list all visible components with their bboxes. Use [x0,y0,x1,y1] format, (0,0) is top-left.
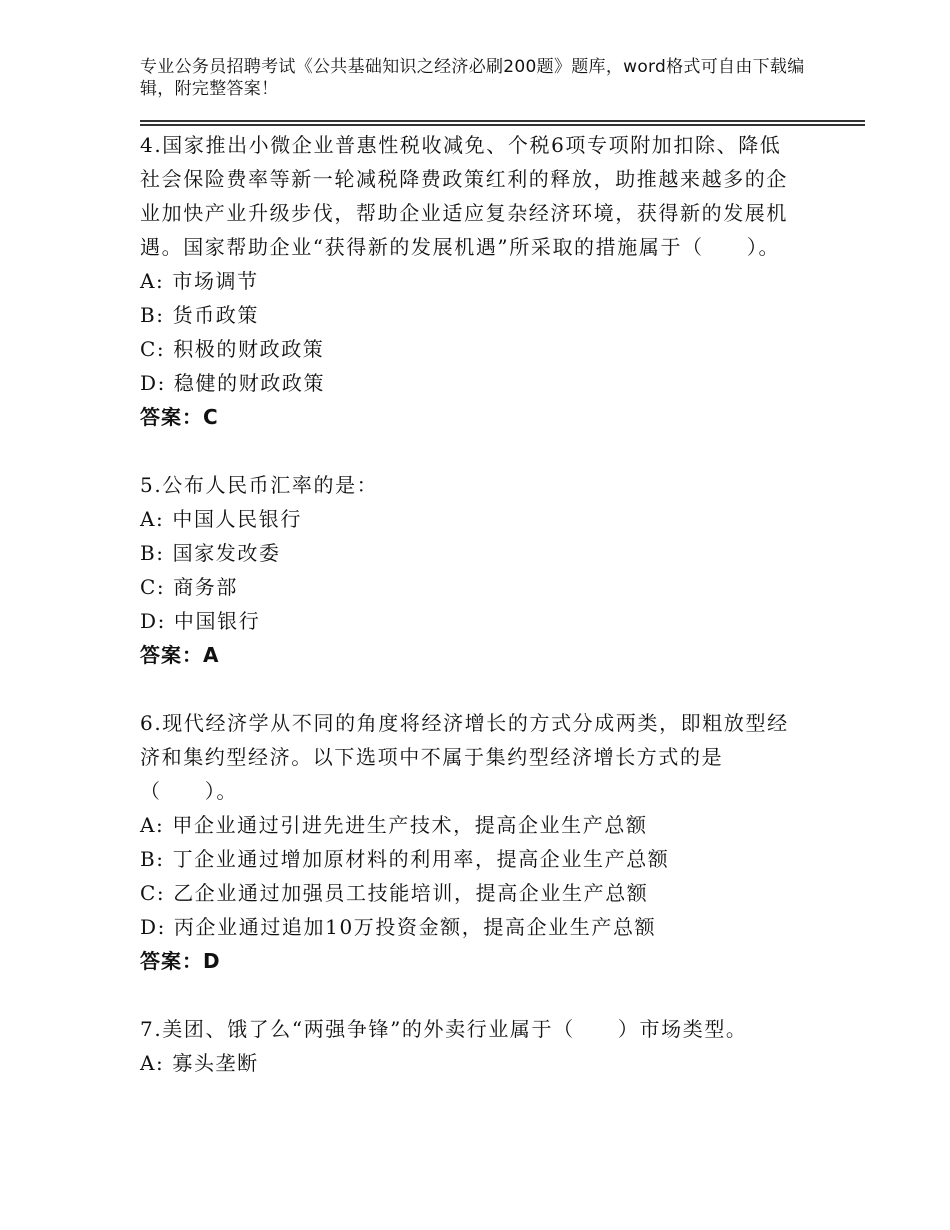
answer-line: 答案：A [140,643,220,667]
option-a: A: 中国人民银行 [140,507,302,531]
option-a: A: 市场调节 [140,269,259,293]
option-c: C: 积极的财政政策 [140,337,325,361]
question-text: 6.现代经济学从不同的角度将经济增长的方式分成两类，即粗放型经济和集约型经济。以下选项中不属于集约型经济增长方式的是（ ）。 [140,711,789,803]
option-d: D: 稳健的财政政策 [140,371,326,395]
option-b: B: 货币政策 [140,303,259,327]
option-b: B: 国家发改委 [140,541,281,565]
question-text: 4.国家推出小微企业普惠性税收减免、个税6项专项附加扣除、降低社会保险费率等新一轮减税降费政策红利的释放，助推越来越多的企业加快产业升级步伐，帮助企业适应复杂经济环境，获得新的发展机遇。国家帮助企业“获得新的发展机遇”所采取的措施属于（ ）。 [140,133,788,259]
question-6 [140,706,800,978]
question-7 [140,1012,800,1080]
page-header: 专业公务员招聘考试《公共基础知识之经济必刷200题》题库，word格式可自由下载编辑，附完整答案！ [140,57,805,99]
option-a: A: 寡头垄断 [140,1051,259,1075]
question-text: 7.美团、饿了么“两强争锋”的外卖行业属于（ ）市场类型。 [140,1017,748,1041]
header-rule-top [140,120,865,122]
header-rule-bottom [140,124,865,126]
question-5 [140,468,800,672]
option-b: B: 丁企业通过增加原材料的利用率，提高企业生产总额 [140,847,670,871]
answer-line: 答案：D [140,949,221,973]
question-4 [140,128,800,434]
question-text: 5.公布人民币汇率的是： [140,473,379,497]
option-c: C: 乙企业通过加强员工技能培训，提高企业生产总额 [140,881,649,905]
option-d: D: 丙企业通过追加10万投资金额，提高企业生产总额 [140,915,657,939]
option-d: D: 中国银行 [140,609,261,633]
option-c: C: 商务部 [140,575,238,599]
answer-line: 答案：C [140,405,219,429]
option-a: A: 甲企业通过引进先进生产技术，提高企业生产总额 [140,813,648,837]
question-list [140,128,800,1114]
